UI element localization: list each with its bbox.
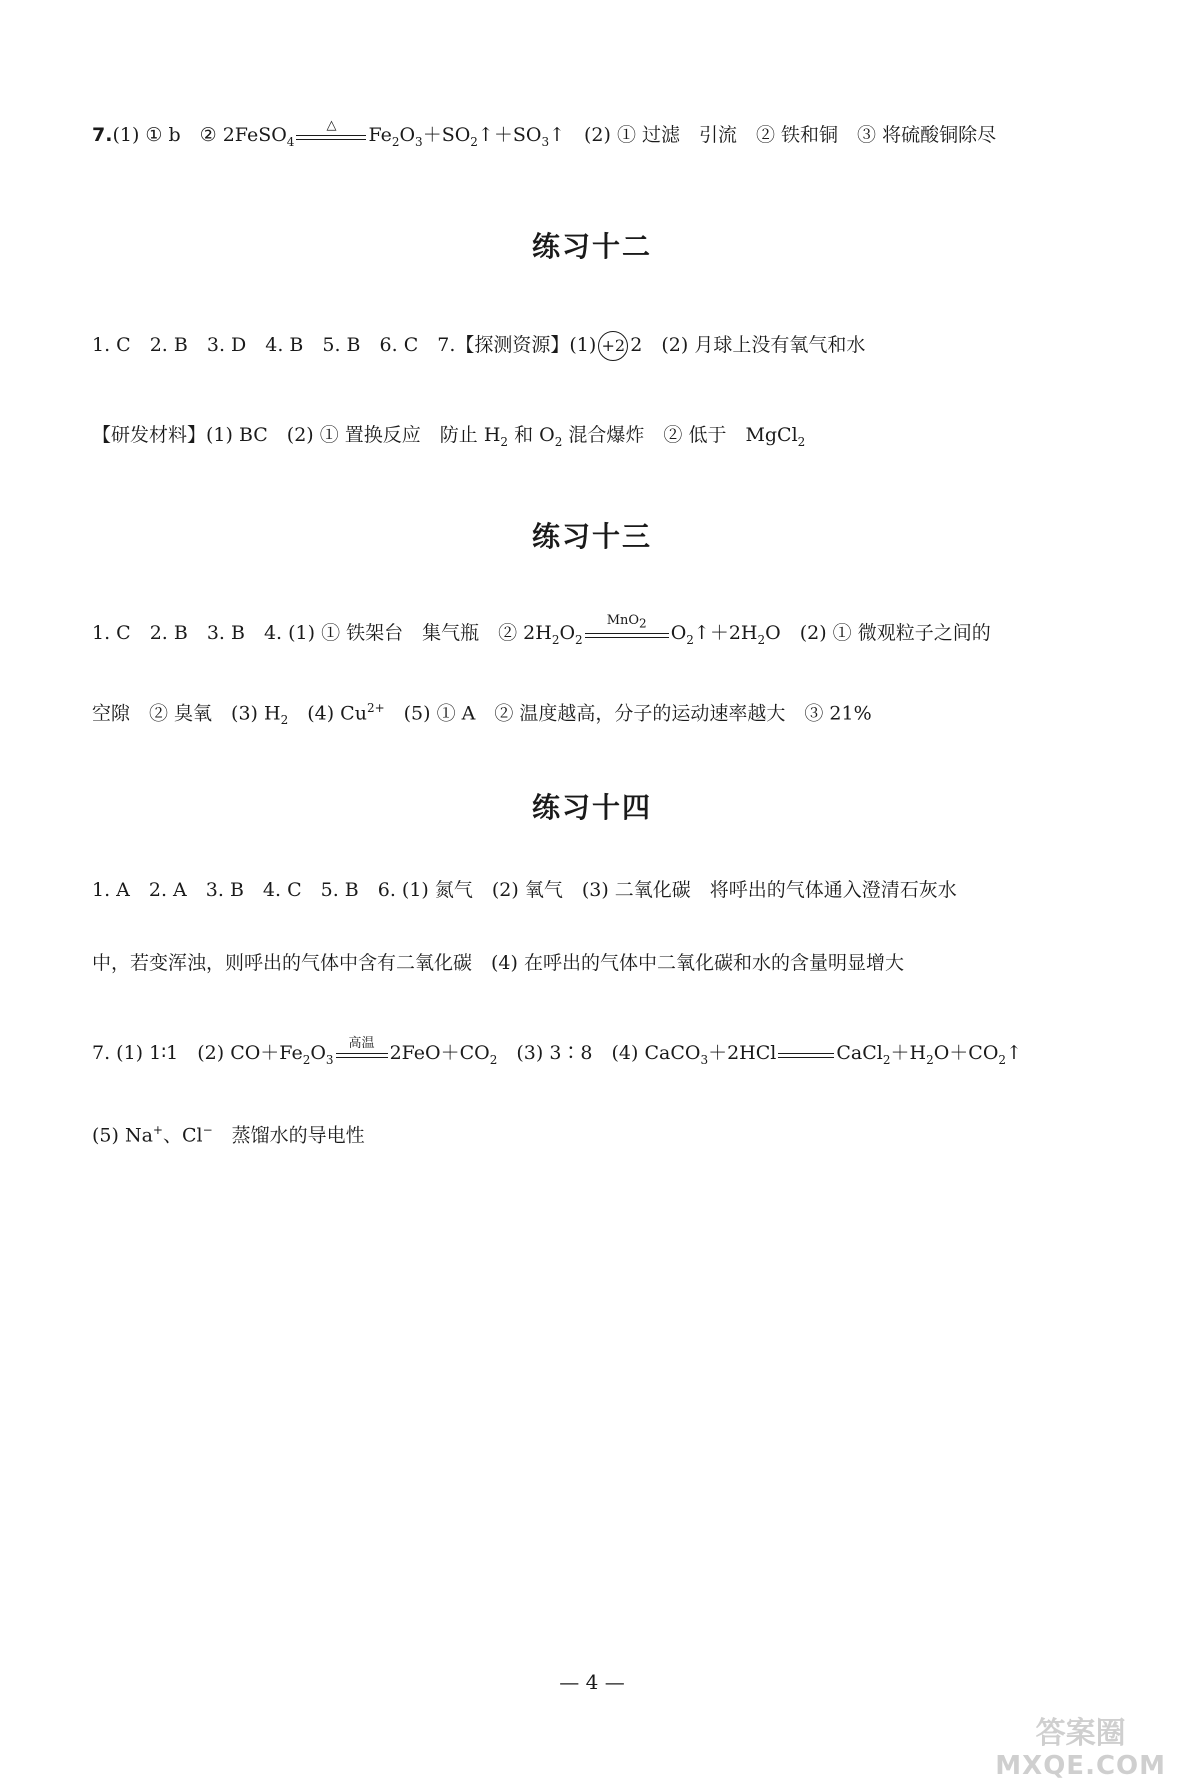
text: ↑＋SO <box>477 124 542 146</box>
subscript: 2 <box>686 632 694 647</box>
superscript: 2+ <box>366 701 385 715</box>
subscript: 2 <box>391 134 400 149</box>
text: (5) Na <box>92 1124 153 1147</box>
text: O＋CO <box>933 1042 999 1064</box>
text: ↑ <box>1006 1042 1022 1064</box>
text: 1. C 2. B 3. B 4. (1) ① 铁架台 集气瓶 ② 2H <box>92 622 552 644</box>
subscript: 2 <box>757 632 766 647</box>
answer-line-14-3 <box>92 1038 1124 1075</box>
subscript: 2 <box>551 632 560 647</box>
text: 1. C <box>92 334 150 356</box>
subscript: 4 <box>286 134 295 149</box>
text: (5) ① A ② 温度越高，分子的运动速率越大 ③ 21% <box>384 702 872 725</box>
text: ＋SO <box>422 124 471 146</box>
answer-line-12-1 <box>92 330 1124 361</box>
subscript: 2 <box>489 1052 498 1067</box>
subscript: 3 <box>700 1052 709 1067</box>
subscript: 2 <box>639 617 647 631</box>
text: 2. B <box>149 334 207 356</box>
text: Fe <box>368 124 392 146</box>
subscript: 3 <box>541 134 550 149</box>
question-number: 7. <box>92 124 113 146</box>
subscript: 2 <box>280 713 289 728</box>
text: O <box>559 622 576 644</box>
text: 2FeO＋CO <box>389 1042 490 1064</box>
text: MnO <box>606 613 640 629</box>
subscript: 2 <box>926 1052 934 1067</box>
text: 混合爆炸 ② 低于 MgCl <box>562 424 798 446</box>
reaction-condition: 高温 <box>348 1036 375 1051</box>
text: O <box>670 622 687 644</box>
text: 空隙 ② 臭氧 (3) H <box>92 702 281 725</box>
answer-line-14-2: 中，若变浑浊，则呼出的气体中含有二氧化碳 (4) 在呼出的气体中二氧化碳和水的含量明显增大 <box>92 952 904 974</box>
reaction-arrow <box>336 1036 388 1061</box>
answer-line-14-4 <box>92 1115 1124 1150</box>
text: 蒸馏水的导电性 <box>212 1124 365 1147</box>
answer-line-14-1: 1. A 2. A 3. B 4. C 5. B 6. (1) 氮气 (2) 氧气 (3) 二氧化碳 将呼出的气体通入澄清石灰水 <box>92 879 957 901</box>
section-title-14: 练习十四 <box>531 791 652 824</box>
text: ＋H <box>890 1042 927 1064</box>
answer-line-q7 <box>92 120 1124 157</box>
answer-line-13-2 <box>92 693 1124 735</box>
subscript: 2 <box>998 1052 1007 1067</box>
text: O <box>399 124 416 146</box>
answer-line-13-1 <box>92 613 1124 655</box>
text: O (2) ① 微观粒子之间的 <box>765 622 991 644</box>
superscript: − <box>202 1123 213 1137</box>
superscript: + <box>152 1123 163 1137</box>
text: 、Cl <box>162 1124 203 1147</box>
text: 3. D 4. B 5. B 6. C 7.【探测资源】(1) <box>206 334 597 356</box>
watermark-logo <box>995 1718 1166 1782</box>
reaction-arrow <box>585 613 669 641</box>
text: CaCl <box>836 1042 883 1064</box>
text: (1) ① b ② 2FeSO <box>112 124 287 146</box>
subscript: 2 <box>797 434 806 449</box>
page-number: — 4 — <box>559 1670 625 1694</box>
subscript: 2 <box>302 1052 311 1067</box>
watermark-text: 答案圈 <box>1035 1716 1126 1751</box>
text: 和 O <box>508 424 555 446</box>
valence-circle-icon: +2 <box>598 331 628 361</box>
text: (3) 3∶8 (4) CaCO <box>497 1042 701 1064</box>
subscript: 2 <box>500 434 509 449</box>
watermark-url: MXQE.COM <box>995 1751 1166 1781</box>
reaction-arrow <box>296 118 366 143</box>
subscript: 2 <box>882 1052 891 1067</box>
section-title-13: 练习十三 <box>531 520 652 553</box>
text: 【研发材料】(1) BC (2) ① 置换反应 防止 H <box>92 424 501 446</box>
text: ↑ (2) ① 过滤 引流 ② 铁和铜 ③ 将硫酸铜除尽 <box>549 124 997 146</box>
subscript: 2 <box>554 434 563 449</box>
text: 2 (2) 月球上没有氧气和水 <box>630 334 866 356</box>
subscript: 2 <box>470 134 478 149</box>
reaction-condition <box>585 614 669 631</box>
subscript: 2 <box>575 632 583 647</box>
text: ↑＋2H <box>693 622 758 644</box>
section-title-12: 练习十二 <box>531 230 652 263</box>
reaction-condition: △ <box>326 118 337 133</box>
text: O <box>310 1042 326 1064</box>
subscript: 3 <box>415 134 423 149</box>
reaction-equals <box>778 1047 834 1061</box>
text: (4) Cu <box>288 702 367 725</box>
answer-line-12-2 <box>92 420 1124 457</box>
subscript: 3 <box>325 1052 334 1067</box>
text: ＋2HCl <box>708 1042 777 1064</box>
text: 7. (1) 1∶1 (2) CO＋Fe <box>92 1042 303 1064</box>
